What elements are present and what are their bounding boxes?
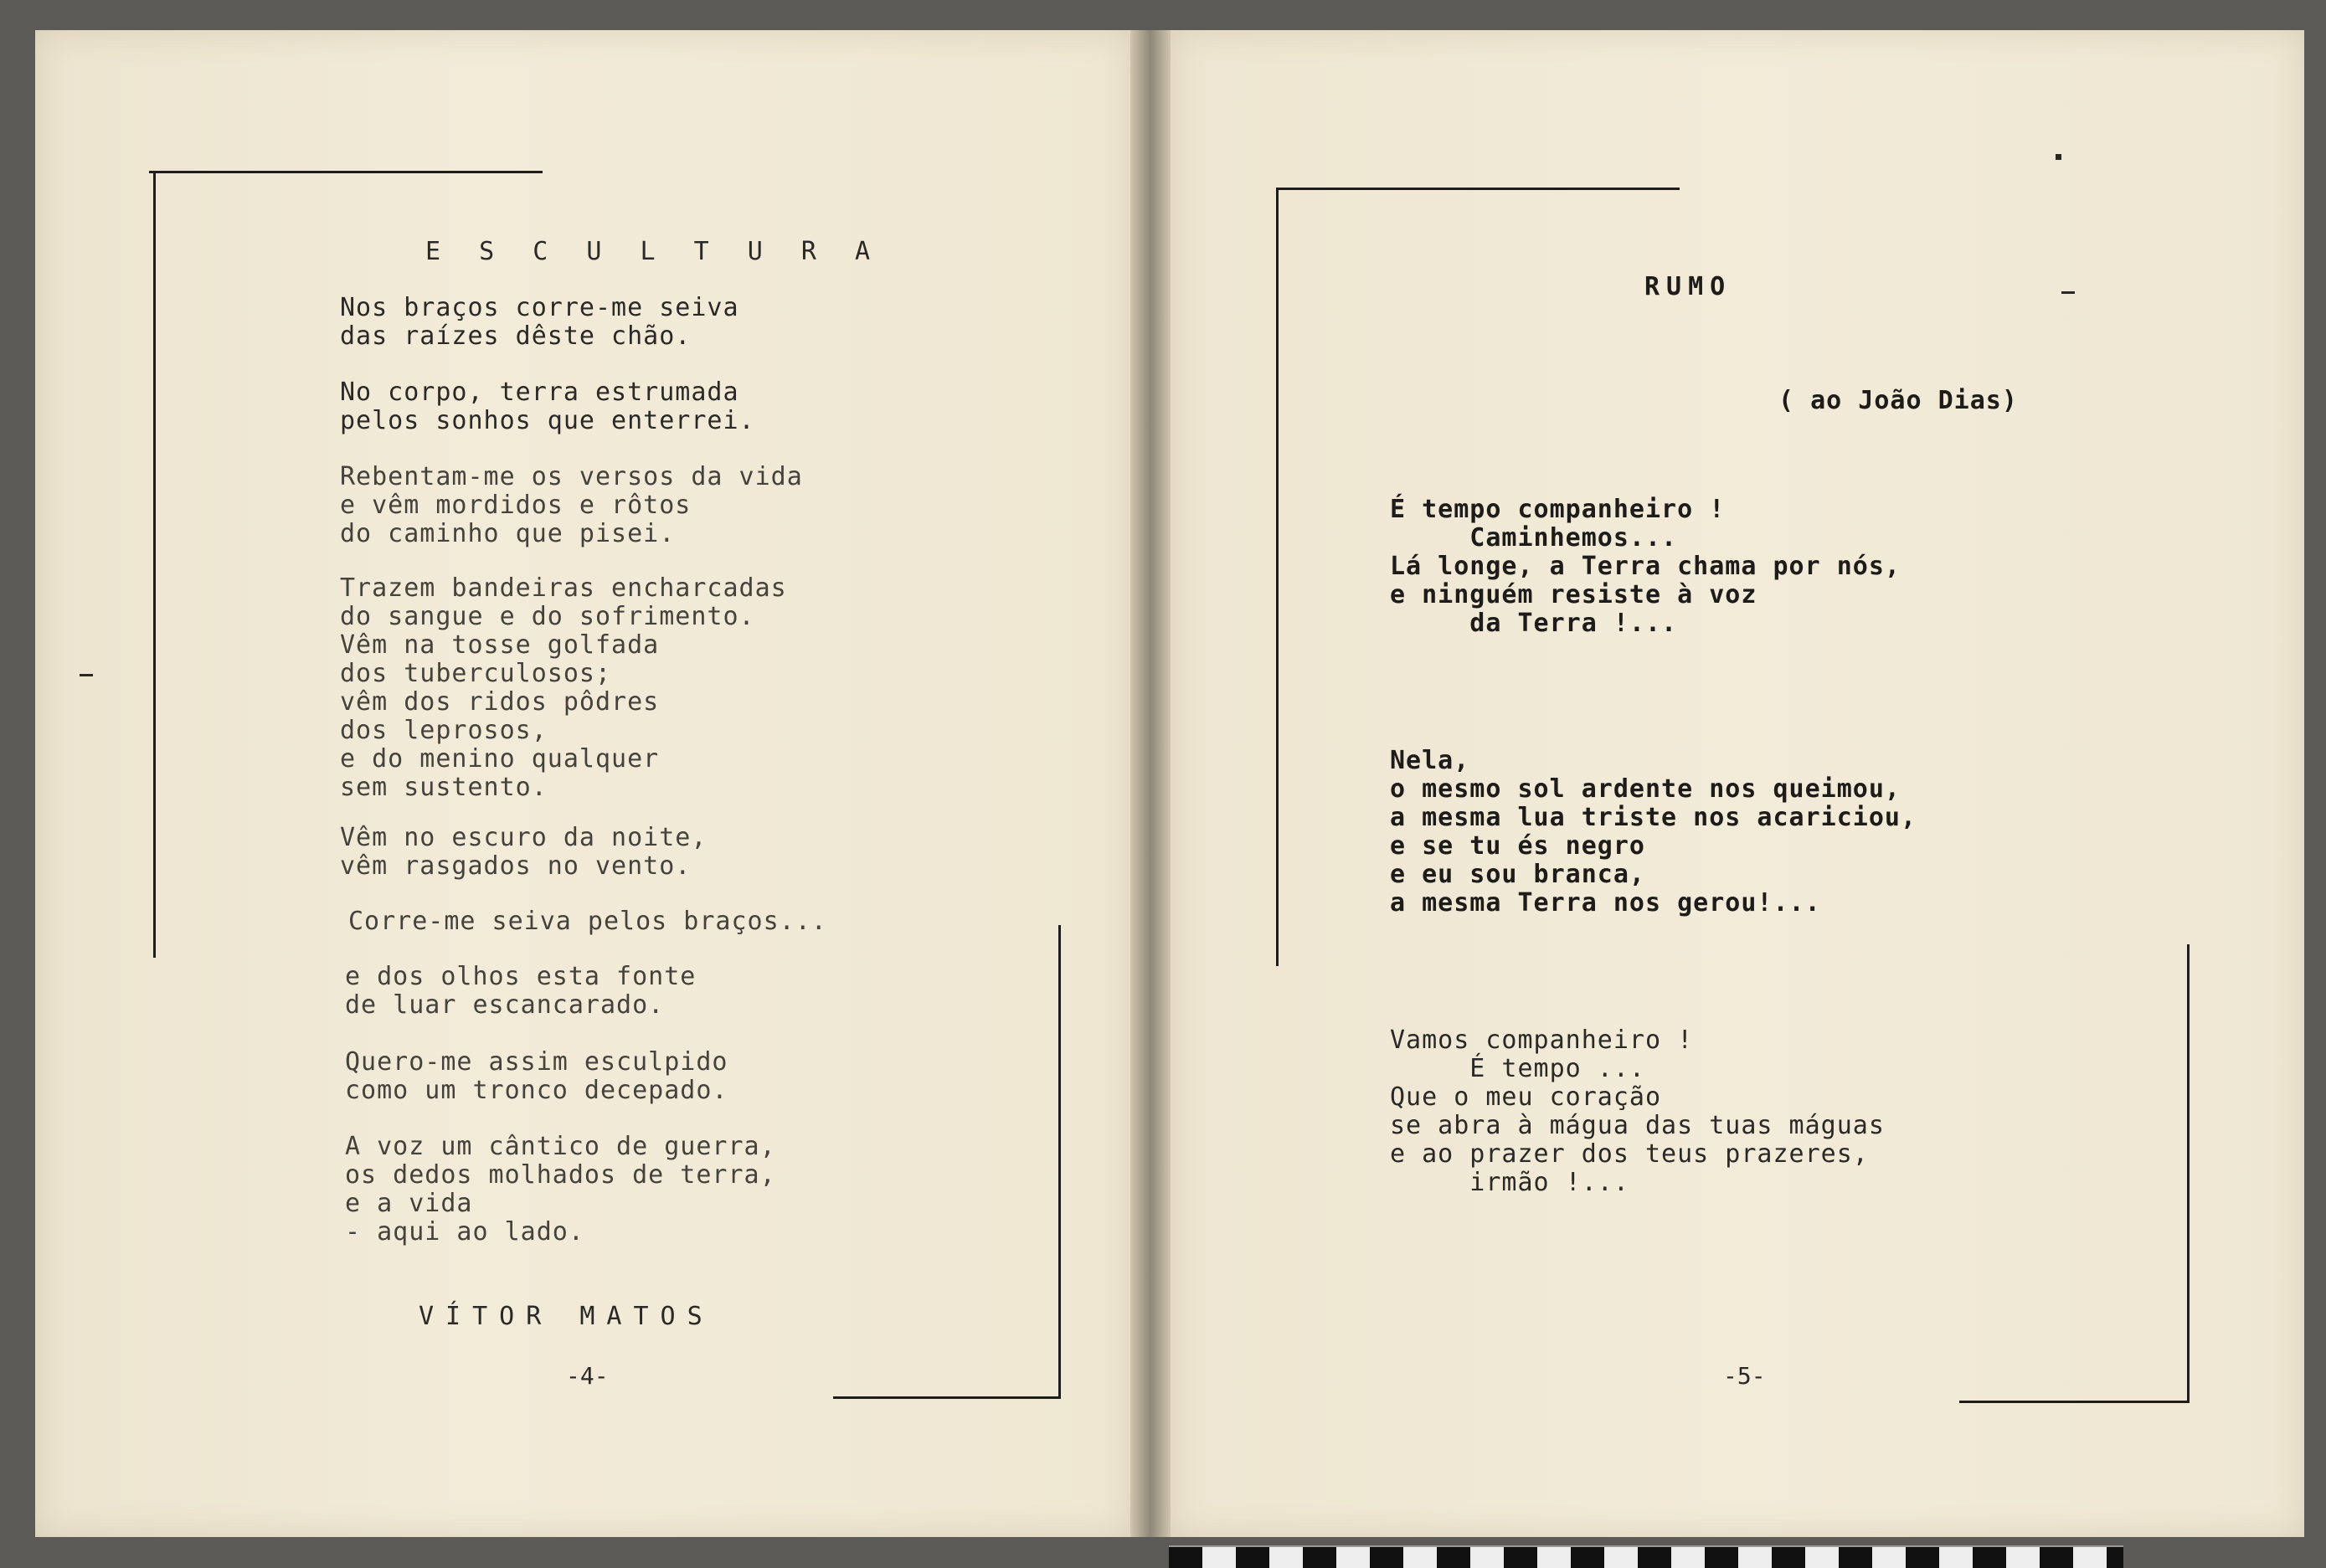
stanza-6: Corre-me seiva pelos braços... <box>348 907 827 936</box>
right-frame-right-rule <box>2187 944 2190 1403</box>
rumo-stanza-1: É tempo companheiro ! Caminhemos... Lá longe, a Terra chama por nós, e ninguém resiste à voz da Terra !... <box>1390 495 1901 638</box>
stanza-4: Trazem bandeiras encharcadas do sangue e do sofrimento. Vêm na tosse golfada dos tuberculosos; vêm dos ridos pôdres dos leprosos, e do menino qualquer sem sustento. <box>340 573 787 802</box>
stanza-8: Quero-me assim esculpido como um tronco decepado. <box>345 1047 728 1105</box>
right-frame-bottom-rule <box>1959 1401 2190 1403</box>
margin-mark <box>80 674 93 676</box>
stanza-9: A voz um cântico de guerra, os dedos molhados de terra, e a vida - aqui ao lado. <box>345 1132 776 1247</box>
dedication: ( ao João Dias) <box>1778 386 2018 415</box>
book-gutter <box>1130 30 1171 1537</box>
poem-title-escultura: E S C U L T U R A <box>425 237 883 266</box>
stanza-1: Nos braços corre-me seiva das raízes dêste chão. <box>340 293 739 351</box>
right-frame-top-rule <box>1276 188 1680 190</box>
left-frame-bottom-rule <box>833 1396 1061 1399</box>
page-number-left: -4- <box>566 1362 609 1390</box>
poem-title-rumo: RUMO <box>1644 272 1732 301</box>
page-number-right: -5- <box>1723 1362 1766 1390</box>
left-frame-left-rule <box>153 171 156 958</box>
left-frame-right-rule <box>1058 925 1061 1398</box>
stanza-3: Rebentam-me os versos da vida e vêm mordidos e rôtos do caminho que pisei. <box>340 462 803 548</box>
stanza-5: Vêm no escuro da noite, vêm rasgados no vento. <box>340 823 708 881</box>
scale-ruler <box>1169 1545 2123 1568</box>
right-frame-left-rule <box>1276 188 1279 966</box>
stanza-2: No corpo, terra estrumada pelos sonhos que enterrei. <box>340 378 755 435</box>
rumo-stanza-2: Nela, o mesmo sol ardente nos queimou, a mesma lua triste nos acariciou, e se tu és negro e eu sou branca, a mesma Terra nos gerou!... <box>1390 746 1917 918</box>
stanza-7: e dos olhos esta fonte de luar escancarado. <box>345 962 697 1020</box>
margin-mark <box>2061 291 2075 294</box>
rumo-stanza-3: Vamos companheiro ! É tempo ... Que o meu coração se abra à mágua das tuas máguas e ao prazer dos teus prazeres, irmão !... <box>1390 1026 1885 1197</box>
author-signature: VÍTOR MATOS <box>419 1302 714 1331</box>
left-frame-top-rule <box>149 171 543 173</box>
margin-mark <box>2056 154 2061 160</box>
